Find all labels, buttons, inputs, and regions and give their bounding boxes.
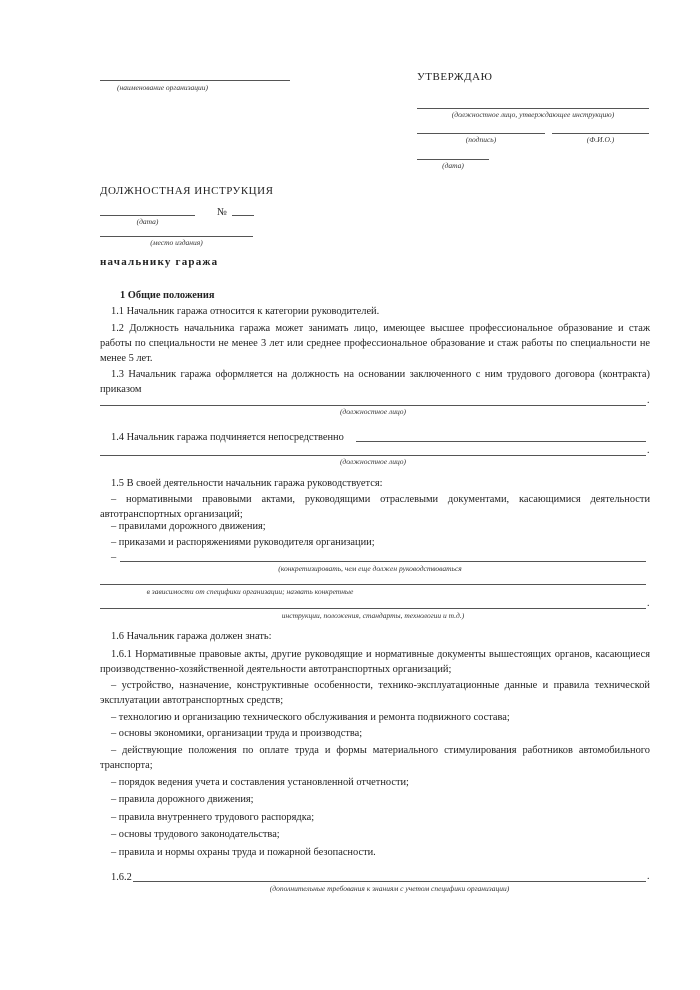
fio-line[interactable] bbox=[552, 133, 649, 134]
clause-1-6: 1.6 Начальник гаража должен знать: bbox=[111, 631, 272, 642]
subordinate-line-1[interactable] bbox=[356, 441, 646, 442]
subordinate-line-2[interactable] bbox=[100, 455, 646, 456]
clause-1-3: 1.3 Начальник гаража оформляется на должность на основании заключенного с ним трудового договора (контракта) приказом bbox=[100, 369, 650, 395]
doc-date-caption: (дата) bbox=[136, 217, 159, 226]
signature-line[interactable] bbox=[417, 133, 545, 134]
clause-1-6-d: – действующие положения по оплате труда и формы материального стимулирования работников автомобильного транспорта; bbox=[100, 745, 650, 771]
clause-1-5-a: – нормативными правовыми актами, руководящими отраслевыми документами, касающимися деятельности автотранспортных организаций; bbox=[100, 494, 650, 520]
clause-1-6-1: 1.6.1 Нормативные правовые акты, другие руководящие и нормативные документы вышестоящих органов, касающиеся производственно-хозяйственной деятельности автотранспортных организаций; bbox=[100, 649, 650, 675]
clause-1-6-2: 1.6.2 bbox=[111, 872, 132, 883]
approver-position-line[interactable] bbox=[417, 108, 649, 109]
clause-1-6-e: – порядок ведения учета и составления установленной отчетности; bbox=[111, 777, 409, 788]
order-line[interactable] bbox=[100, 405, 646, 406]
approve-date-line[interactable] bbox=[417, 159, 489, 160]
doc-number-label: № bbox=[217, 207, 227, 218]
clause-1-6-i: – правила и нормы охраны труда и пожарной безопасности. bbox=[111, 847, 376, 858]
official-caption-1: (должностное лицо) bbox=[339, 407, 407, 416]
doc-number-line[interactable] bbox=[232, 215, 254, 216]
clause-1-6-a: – устройство, назначение, конструктивные особенности, технико-эксплуатационные данные и правила технической эксплуатации автотранспортных средств; bbox=[100, 680, 650, 706]
approve-label: УТВЕРЖДАЮ bbox=[417, 71, 493, 83]
clause-1-6-f: – правила дорожного движения; bbox=[111, 794, 254, 805]
clause-1-4: 1.4 Начальник гаража подчиняется непосредственно bbox=[111, 432, 344, 443]
approve-date-caption: (дата) bbox=[442, 161, 464, 170]
clause-1-1: 1.1 Начальник гаража относится к категории руководителей. bbox=[111, 306, 380, 317]
doc-date-line[interactable] bbox=[100, 215, 195, 216]
place-caption: (место издания) bbox=[150, 238, 203, 247]
clause-1-6-c: – основы экономики, организации труда и производства; bbox=[111, 728, 363, 739]
extra-requirements-line[interactable] bbox=[133, 881, 646, 882]
clause-1-5: 1.5 В своей деятельности начальник гаража руководствуется: bbox=[111, 478, 383, 489]
specify-line-3[interactable] bbox=[100, 608, 646, 609]
clause-1-6-g: – правила внутреннего трудового распорядка; bbox=[111, 812, 315, 823]
clause-1-2: 1.2 Должность начальника гаража может занимать лицо, имеющее высшее профессиональное образование и стаж работы по специальности не менее 3 лет или среднее профессиональное образование и стаж работы по специальности не менее 5 лет. bbox=[100, 323, 650, 364]
approver-position-caption: (должностное лицо, утверждающее инструкцию) bbox=[451, 110, 615, 119]
clause-1-6-b: – технологию и организацию технического обслуживания и ремонта подвижного состава; bbox=[111, 712, 510, 723]
clause-1-5-d: – bbox=[111, 552, 117, 563]
specify-caption-2: в зависимости от специфики организации; назвать конкретные bbox=[146, 587, 354, 596]
section-heading: 1 Общие положения bbox=[120, 290, 215, 301]
specify-line-1[interactable] bbox=[120, 561, 646, 562]
place-line[interactable] bbox=[100, 236, 253, 237]
clause-1-5-c: – приказами и распоряжениями руководителя организации; bbox=[111, 537, 375, 548]
specify-line-2[interactable] bbox=[100, 584, 646, 585]
clause-1-6-h: – основы трудового законодательства; bbox=[111, 829, 280, 840]
doc-subtitle: начальнику гаража bbox=[100, 256, 219, 268]
extra-caption: (дополнительные требования к знаниям с учетом специфики организации) bbox=[269, 884, 510, 893]
org-name-caption: (наименование организации) bbox=[116, 83, 208, 92]
specify-caption-3: инструкции, положения, стандарты, технологии и т.д.) bbox=[281, 611, 465, 620]
org-name-line[interactable] bbox=[100, 80, 290, 81]
doc-title: ДОЛЖНОСТНАЯ ИНСТРУКЦИЯ bbox=[100, 185, 274, 197]
specify-caption-1: (конкретизировать, чем еще должен руководствоваться bbox=[278, 564, 462, 573]
signature-caption: (подпись) bbox=[465, 135, 497, 144]
official-caption-2: (должностное лицо) bbox=[339, 457, 407, 466]
fio-caption: (Ф.И.О.) bbox=[586, 135, 615, 144]
clause-1-5-b: – правилами дорожного движения; bbox=[111, 521, 266, 532]
